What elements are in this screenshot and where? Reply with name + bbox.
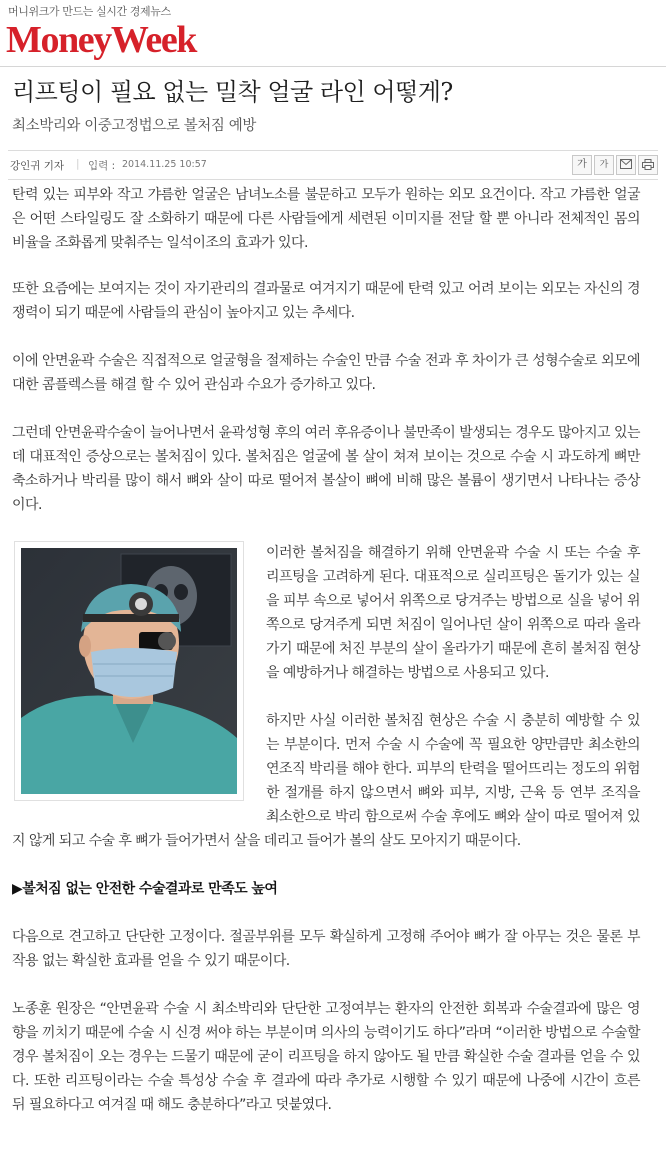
- section-crosshead: ▶볼처짐 없는 안전한 수술결과로 만족도 높여: [12, 881, 278, 897]
- article-paragraph: 노종훈 원장은 “안면윤곽 수술 시 최소박리와 단단한 고정여부는 환자의 안전한 회복과 수술결과에 많은 영향을 끼치기 때문에 수술 시 신경 써야 하는 부분이며 의사의 능력이기도 하다”라며 “이러한 방법으로 수술할 경우 볼처짐이 오는 경우는 드물기 때문에 굳이 리프팅을 하지 않아도 될 만큼 확실한 수술 결과를 얻을 수 있다. 또한 리프팅이라는 수술 특성상 수술 후 결과에 따라 추가로 시행할 수 있기 때문에 나중에 시간이 흐른 뒤 필요하다고 여겨질 때 해도 충분하다”라고 덧붙였다.: [12, 1001, 640, 1113]
- font-larger-label: 가: [577, 159, 587, 170]
- font-smaller-button[interactable]: [594, 155, 614, 175]
- article-paragraph: 이러한 볼처짐을 해결하기 위해 안면윤곽 수술 시 또는 수술 후 리프팅을 고려하게 된다. 대표적으로 실리프팅은 돌기가 있는 실을 피부 속으로 넣어서 위쪽으로 당겨주는 방법으로 실을 넣어 위쪽으로 당겨주게 되면 처짐이 일어나던 살이 위쪽으로 따라 올라가기 때문에 처진 부분의 살이 올라가기 때문에 흔히 볼처짐 현상을 예방하거나 해결하는 방법으로 사용되고 있다.: [266, 545, 640, 681]
- article-meta-bar: [8, 150, 658, 180]
- article-paragraph: 탄력 있는 피부와 작고 갸름한 얼굴은 남녀노소를 불문하고 모두가 원하는 외모 요건이다. 작고 갸름한 얼굴은 어떤 스타일링도 잘 소화하기 때문에 다른 사람들에게 세련된 이미지를 전달 할 뿐 아니라 전체적인 몸의 비율을 조화롭게 맞춰주는 일석이조의 효과가 있다.: [12, 187, 640, 251]
- publish-date: 2014.11.25 10:57: [122, 159, 207, 170]
- article-subtitle: 최소박리와 이중고정법으로 볼처짐 예방: [12, 118, 256, 134]
- surgeon-illustration: [21, 548, 237, 794]
- print-button[interactable]: [638, 155, 658, 175]
- article-paragraph: 하지만 사실 이러한 볼처짐 현상은 수술 시 충분히 예방할 수 있는 부분이다. 먼저 수술 시 수술에 꼭 필요한 양만큼만 최소한의 연조직 박리를 해야 한다. 피부의 탄력을 떨어뜨리는 정도의 위험한 절개를 하지 않으면서 뼈와 피부, 지방, 근육 등 연부 조직을 최소한으로 박리 함으로써 수술 후에도 뼈와 살이 따로 떨어져 있지 않게 되고 수술 후 뼈가 들어가면서 살을 데리고 들어가 볼의 살도 모아지기 때문이다.: [12, 713, 640, 849]
- article-body: [12, 180, 640, 1141]
- email-icon: [620, 159, 632, 169]
- font-larger-button[interactable]: [572, 155, 592, 175]
- email-button[interactable]: [616, 155, 636, 175]
- date-label: 입력 :: [88, 160, 116, 172]
- article-paragraph: 또한 요즘에는 보여지는 것이 자기관리의 결과물로 여겨지기 때문에 탄력 있고 어려 보이는 외모는 자신의 경쟁력이 되기 때문에 사람들의 관심이 높아지고 있는 추세다.: [12, 281, 640, 321]
- site-tagline: 머니위크가 만드는 실시간 경제뉴스: [8, 5, 171, 18]
- article-paragraph: 다음으로 견고하고 단단한 고정이다. 절골부위를 모두 확실하게 고정해 주어야 뼈가 잘 아무는 것은 물론 부작용 없는 확실한 효과를 얻을 수 있기 때문이다.: [12, 929, 640, 969]
- article-title: 리프팅이 필요 없는 밀착 얼굴 라인 어떻게?: [12, 78, 453, 106]
- site-header: [0, 0, 666, 67]
- print-icon: [642, 159, 654, 170]
- reporter-name: 강인귀 기자: [10, 160, 65, 172]
- article-paragraph: 이에 안면윤곽 수술은 직접적으로 얼굴형을 절제하는 수술인 만큼 수술 전과 후 차이가 큰 성형수술로 외모에 대한 콤플렉스를 해결 할 수 있어 관심과 수요가 증가하고 있다.: [12, 353, 640, 393]
- article-tools: [570, 155, 658, 175]
- article-paragraph: 그런데 안면윤곽수술이 늘어나면서 윤곽성형 후의 여러 후유증이나 불만족이 발생되는 경우도 많아지고 있는데 대표적인 증상으로는 볼처짐이 있다. 볼처짐은 얼굴에 볼 살이 쳐져 보이는 것으로 수술 시 과도하게 뼈만 축소하거나 박리를 많이 해서 뼈와 살이 따로 떨어져 볼살이 뼈에 비해 많은 볼륨이 생기면서 나타나는 증상이다.: [12, 425, 640, 513]
- moneyweek-logo[interactable]: MoneyWeek: [6, 19, 197, 61]
- surgeon-photo: [14, 541, 244, 801]
- meta-divider: |: [76, 158, 80, 170]
- font-smaller-label: 가: [599, 160, 609, 170]
